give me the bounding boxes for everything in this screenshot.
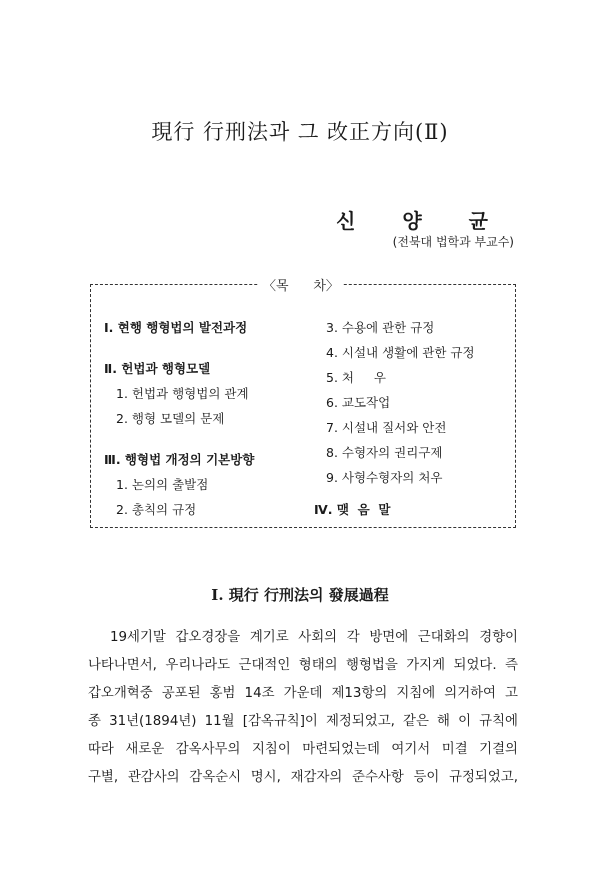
section-heading: Ⅰ. 現行 行刑法의 發展過程 bbox=[211, 586, 389, 604]
paragraph-line: 나타나면서, 우리나라도 근대적인 형태의 행형법을 가지게 되었다. 즉 bbox=[88, 658, 518, 673]
paragraph-line: 구별, 관감사의 감옥순시 명시, 재감자의 준수사항 등이 규정되었고, bbox=[88, 770, 518, 785]
toc-item: 6. 교도작업 bbox=[326, 395, 391, 410]
toc-item: 8. 수형자의 권리구제 bbox=[326, 445, 443, 460]
toc-item: 9. 사형수형자의 처우 bbox=[326, 470, 443, 485]
paragraph-line: 19세기말 갑오경장을 계기로 사회의 각 방면에 근대화의 경향이 bbox=[110, 630, 518, 645]
toc-item: Ⅱ. 헌법과 행형모델 bbox=[104, 361, 211, 376]
author-affiliation: (전북대 법학과 부교수) bbox=[392, 235, 514, 249]
toc-item: 1. 헌법과 행형법의 관계 bbox=[116, 386, 249, 401]
toc-item: 4. 시설내 생활에 관한 규정 bbox=[326, 345, 475, 360]
paragraph-line: 갑오개혁중 공포된 홍범 14조 가운데 제13항의 지침에 의거하여 고 bbox=[88, 686, 518, 701]
paragraph-line: 종 31년(1894년) 11월 [감옥규칙]이 제정되었고, 같은 해 이 규칙에 bbox=[88, 714, 518, 729]
toc-item: Ⅲ. 행형법 개정의 기본방향 bbox=[104, 452, 255, 467]
toc-label: 〈목 차〉 bbox=[259, 275, 343, 294]
paragraph-line: 따라 새로운 감옥사무의 지침이 마련되었는데 여기서 미결 기결의 bbox=[88, 742, 518, 757]
toc-item: 2. 총칙의 규정 bbox=[116, 502, 197, 517]
toc-item: 5. 처 우 bbox=[326, 370, 386, 385]
toc-item: 7. 시설내 질서와 안전 bbox=[326, 420, 447, 435]
toc-item: 2. 행형 모델의 문제 bbox=[116, 411, 225, 426]
article-title: 現行 行刑法과 그 改正方向(Ⅱ) bbox=[151, 120, 449, 144]
toc-item: 3. 수용에 관한 규정 bbox=[326, 320, 435, 335]
author-name: 신 양 균 bbox=[336, 209, 508, 233]
toc-item: Ⅳ. 맺 음 말 bbox=[314, 502, 391, 517]
toc-item: Ⅰ. 현행 행형법의 발전과정 bbox=[104, 320, 248, 335]
toc-item: 1. 논의의 출발점 bbox=[116, 477, 209, 492]
